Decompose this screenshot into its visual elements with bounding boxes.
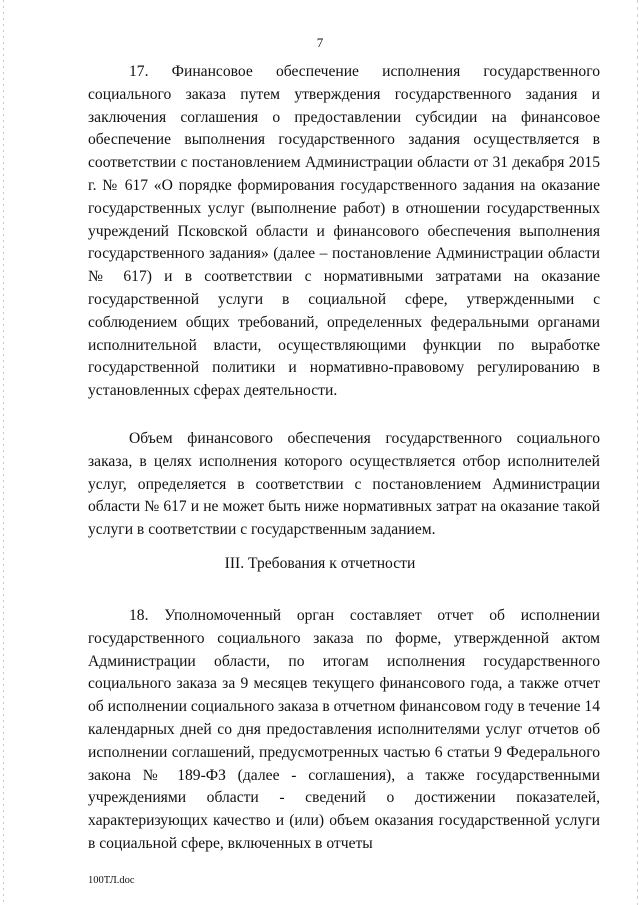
- paragraph-18-block: [88, 605, 600, 856]
- paragraph-17-volume: Объем финансового обеспечения государственного социального заказа, в целях исполнения которого осуществляется отбор исполнителей услуг, определяется в соответствии с постановлением Администрации области № 617 и не может быть ниже нормативных затрат на оказание такой услуги в соответствии с государственным заданием.: [88, 430, 600, 539]
- paragraph-17-volume-block: [88, 428, 600, 542]
- paragraph-17: 17. Финансовое обеспечение исполнения государственного социального заказа путем утверждения государственного задания и заключения соглашения о предоставлении субсидии на финансовое обеспечение выполнения государственного задания осуществляется в соответствии с постановлением Администрации области от 31 декабря 2015 г. № 617 «О порядке формирования государственного задания на оказание государственных услуг (выполнение работ) в отношении государственных учреждений Псковской области и финансового обеспечения выполнения государственного задания» (далее – постановление Администрации области № 617) и в соответствии с нормативными затратами на оказание государственной услуги в социальной сфере, утвержденными с соблюдением общих требований, определенных федеральными органами исполнительной власти, осуществляющими функции по выработке государственной политики и нормативно-правовому регулированию в установленных сферах деятельности.: [88, 63, 600, 400]
- scan-edge-right: [637, 0, 638, 905]
- page-number: 7: [316, 35, 324, 50]
- scan-edge-left: [3, 0, 4, 905]
- paragraph-18: 18. Уполномоченный орган составляет отчет об исполнении государственного социального заказа по форме, утвержденной актом Администрации области, по итогам исполнения государственного социального заказа за 9 месяцев текущего финансового года, а также отчет об исполнении социального заказа в отчетном финансовом году в течение 14 календарных дней со дня предоставления исполнителями услуг отчетов об исполнении соглашений, предусмотренных частью 6 статьи 9 Федерального закона № 189-ФЗ (далее - соглашения), а также государственными учреждениями области - сведений о достижении показателей, характеризующих качество и (или) объем оказания государственной услуги в социальной сфере, включенных в отчеты: [88, 607, 600, 852]
- section-heading: III. Требования к отчетности: [224, 555, 416, 572]
- file-name-footer: 100ТЛ.doc: [88, 875, 135, 886]
- paragraph-17-block: [88, 61, 600, 403]
